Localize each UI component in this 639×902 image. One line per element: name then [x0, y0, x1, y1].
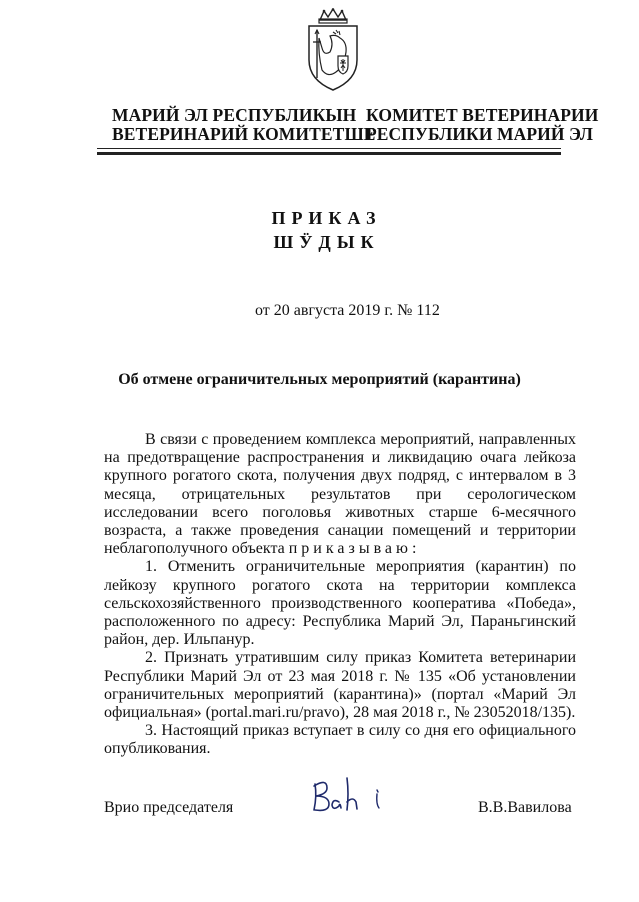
signer-position: Врио председателя [104, 799, 234, 816]
body-item-1: 1. Отменить ограничительные мероприятия (карантин) по лейкозу крупного рогатого скота на территории комплекса сельскохозяйственного производственного кооператива «Победа», расположенного по адресу: Республика Марий Эл, Параньгинский район, дер. Ильпанур. [104, 558, 576, 649]
header-left-block [112, 106, 376, 144]
body-intro [104, 431, 576, 558]
signer-name: В.В.Вавилова [478, 799, 572, 816]
header-divider-thin [97, 148, 561, 149]
order-title-mari: ШӰДЫК [273, 232, 380, 252]
body-intro-text: В связи с проведением комплекса мероприятий, направленных на предотвращение распространения и ликвидацию очага лейкоза крупного рогатого скота, получения двух подряд, с интервалом в 3 месяца, отрицательных результатов при серологическом исследовании всего поголовья животных старше 6-месячного возраста, а также проведения санации помещений и территории неблагополучного объекта [104, 431, 576, 558]
body-item-3: 3. Настоящий приказ вступает в силу со дня его официального опубликования. [104, 722, 576, 758]
body-intro-command: приказываю: [288, 540, 421, 558]
order-title-ru: ПРИКАЗ [271, 208, 382, 228]
handwritten-signature [305, 772, 397, 816]
header-right-line1: КОМИТЕТ ВЕТЕРИНАРИИ [366, 105, 599, 125]
order-body [104, 431, 576, 759]
header-right-line2: РЕСПУБЛИКИ МАРИЙ ЭЛ [366, 124, 594, 144]
order-subject: Об отмене ограничительных мероприятий (карантина) [118, 371, 521, 388]
header-right-block [366, 106, 598, 144]
coat-of-arms-icon [300, 8, 366, 92]
body-item-2: 2. Признать утратившим силу приказ Комитета ветеринарии Республики Марий Эл от 23 мая 2018 г. № 135 «Об установлении ограничительных мероприятий (карантина)» (портал «Марий Эл официальная» (portal.mari.ru/pravo), 28 мая 2018 г., № 23052018/135). [104, 649, 576, 722]
header-divider-thick [97, 152, 561, 155]
header-left-line2: ВЕТЕРИНАРИЙ КОМИТЕТШЕ [112, 124, 376, 144]
order-date-number: от 20 августа 2019 г. № 112 [255, 302, 440, 319]
header-left-line1: МАРИЙ ЭЛ РЕСПУБЛИКЫН [112, 105, 357, 125]
